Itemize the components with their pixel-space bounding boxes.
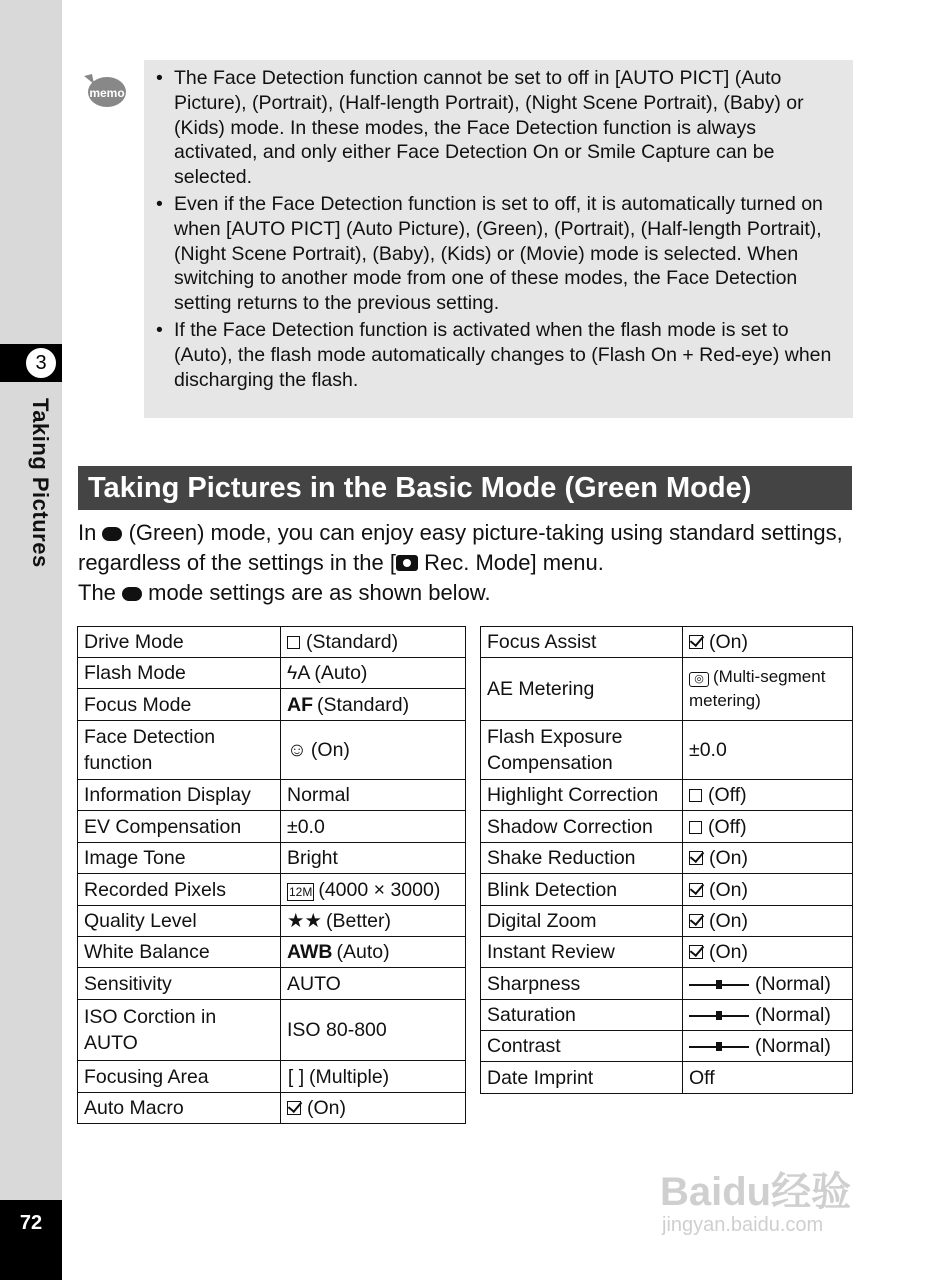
table-row — [78, 1000, 466, 1061]
setting-name: ISO Corction in AUTO — [78, 1000, 281, 1061]
focus-area-icon: [ ] — [287, 1065, 305, 1088]
memo-box — [144, 60, 853, 418]
setting-value: AF (Standard) — [281, 689, 466, 721]
setting-name: Focus Assist — [481, 627, 683, 658]
table-row — [481, 1062, 853, 1094]
setting-name: EV Compensation — [78, 811, 281, 843]
table-row — [78, 627, 466, 658]
green-mode-icon — [102, 527, 122, 541]
setting-value: (Off) — [683, 780, 853, 811]
af-icon: AF — [287, 693, 313, 716]
level-slider-icon — [689, 1009, 749, 1021]
table-row — [481, 1031, 853, 1062]
setting-value: ☺ (On) — [281, 721, 466, 780]
setting-name: Drive Mode — [78, 627, 281, 658]
setting-value: (Normal) — [683, 1000, 853, 1031]
watermark-url: jingyan.baidu.com — [662, 1214, 824, 1236]
setting-value: (Normal) — [683, 1031, 853, 1062]
setting-value: (On) — [683, 627, 853, 658]
memo-item-text: The Face Detection function cannot be set to off in [AUTO PICT] (Auto Picture), (Portrait), (Half-length Portrait), (Night Scene Portrait), (Baby) or (Kids) mode. In these modes, the Face Detection function is always activated, and only either Face Detection On or Smile Capture can be selected. — [174, 67, 804, 189]
table-row — [78, 811, 466, 843]
setting-name: Recorded Pixels — [78, 874, 281, 906]
watermark-logo: Baidu经验 — [660, 1170, 852, 1214]
setting-value: Bright — [281, 843, 466, 874]
table-row — [481, 1000, 853, 1031]
table-row — [481, 968, 853, 1000]
table-row — [78, 721, 466, 780]
memo-item: • The Face Detection function cannot be set to off in [AUTO PICT] (Auto Picture), (Portrait), (Half-length Portrait), (Night Scene Portrait), (Baby) or (Kids) mode. In these modes, the Face Detection function is always activated, and only either Face Detection On or Smile Capture can be selected. — [156, 67, 804, 189]
table-row — [78, 843, 466, 874]
memo-icon — [82, 70, 128, 110]
settings-table-right — [480, 626, 853, 1094]
table-row — [481, 811, 853, 843]
checkbox-on-icon — [689, 851, 703, 865]
table-row — [481, 658, 853, 721]
sidebar-strip — [0, 0, 62, 1280]
section-heading: Taking Pictures in the Basic Mode (Green Mode) — [78, 466, 852, 510]
setting-name: Digital Zoom — [481, 906, 683, 937]
memo-icon-label: memo — [89, 86, 125, 100]
intro-paragraph: In (Green) mode, you can enjoy easy picture-taking using standard settings, regardless of the settings in the [ Rec. Mode] menu. The mode settings are as shown below. — [78, 520, 843, 605]
page-number: 72 — [19, 1212, 43, 1234]
setting-name: Date Imprint — [481, 1062, 683, 1094]
setting-name: Image Tone — [78, 843, 281, 874]
table-row — [481, 843, 853, 874]
table-row — [78, 968, 466, 1000]
setting-value: (On) — [683, 843, 853, 874]
flash-auto-icon: ϟA — [287, 662, 311, 684]
setting-value: ◎ (Multi-segment metering) — [683, 658, 853, 721]
setting-name: Shadow Correction — [481, 811, 683, 843]
awb-icon: AWB — [287, 941, 333, 963]
table-row — [78, 937, 466, 968]
table-row — [481, 780, 853, 811]
checkbox-on-icon — [287, 1101, 301, 1115]
settings-table-left — [77, 626, 466, 1124]
setting-value: (Off) — [683, 811, 853, 843]
setting-name: Instant Review — [481, 937, 683, 968]
setting-name: Shake Reduction — [481, 843, 683, 874]
setting-value: (On) — [683, 937, 853, 968]
table-row — [481, 627, 853, 658]
setting-value: 12M (4000 × 3000) — [281, 874, 466, 906]
setting-value: AWB (Auto) — [281, 937, 466, 968]
setting-name: White Balance — [78, 937, 281, 968]
memo-item-text: If the Face Detection function is activated when the flash mode is set to (Auto), the flash mode automatically changes to (Flash On + Red-eye) when discharging the flash. — [174, 318, 832, 391]
setting-value: AUTO — [281, 968, 466, 1000]
setting-name: Contrast — [481, 1031, 683, 1062]
table-row — [481, 874, 853, 906]
multi-segment-metering-icon: ◎ — [689, 672, 709, 687]
single-frame-icon — [287, 636, 300, 649]
setting-value: (On) — [281, 1093, 466, 1124]
setting-name: Face Detection function — [78, 721, 281, 780]
chapter-title: Taking Pictures — [28, 398, 53, 568]
camera-icon — [396, 555, 418, 571]
setting-name: Blink Detection — [481, 874, 683, 906]
quality-stars-icon: ★★ — [287, 910, 322, 932]
setting-value: Normal — [281, 780, 466, 811]
setting-name: AE Metering — [481, 658, 683, 721]
setting-value: ϟA (Auto) — [281, 658, 466, 689]
setting-value: (On) — [683, 906, 853, 937]
checkbox-on-icon — [689, 945, 703, 959]
table-row — [78, 1093, 466, 1124]
setting-name: Highlight Correction — [481, 780, 683, 811]
setting-value: [ ] (Multiple) — [281, 1061, 466, 1093]
setting-name: Sensitivity — [78, 968, 281, 1000]
table-row — [481, 937, 853, 968]
memo-item: • If the Face Detection function is activated when the flash mode is set to (Auto), the flash mode automatically changes to (Flash On + Red-eye) when discharging the flash. — [156, 318, 832, 391]
setting-name: Focus Mode — [78, 689, 281, 721]
table-row — [481, 906, 853, 937]
pixels-icon: 12M — [289, 884, 313, 899]
table-row — [78, 658, 466, 689]
setting-value: (Normal) — [683, 968, 853, 1000]
table-row — [78, 906, 466, 937]
setting-name: Flash Mode — [78, 658, 281, 689]
setting-value: (Standard) — [281, 627, 466, 658]
table-row — [78, 780, 466, 811]
checkbox-on-icon — [689, 914, 703, 928]
green-mode-icon — [122, 587, 142, 601]
table-row — [78, 874, 466, 906]
table-row — [481, 721, 853, 780]
table-row — [78, 1061, 466, 1093]
table-row — [78, 689, 466, 721]
level-slider-icon — [689, 1040, 749, 1052]
setting-name: Quality Level — [78, 906, 281, 937]
level-slider-icon — [689, 978, 749, 990]
face-detection-icon: ☺ — [287, 739, 307, 761]
checkbox-on-icon — [689, 635, 703, 649]
setting-name: Focusing Area — [78, 1061, 281, 1093]
setting-value: Off — [683, 1062, 853, 1094]
setting-value: ±0.0 — [281, 811, 466, 843]
memo-item-text: Even if the Face Detection function is set to off, it is automatically turned on when [AUTO PICT] (Auto Picture), (Green), (Portrait), (Half-length Portrait), (Night Scene Portrait), (Baby), (Kids) or (Movie) mode is selected. When switching to another mode from one of these modes, the Face Detection setting returns to the previous setting. — [174, 192, 823, 315]
memo-item: • Even if the Face Detection function is set to off, it is automatically turned on when [AUTO PICT] (Auto Picture), (Green), (Portrait), (Half-length Portrait), (Night Scene Portrait), (Baby), (Kids) or (Movie) mode is selected. When switching to another mode from one of these modes, the Face Detection setting returns to the previous setting. — [156, 192, 823, 315]
setting-value: ±0.0 — [683, 721, 853, 780]
checkbox-off-icon — [689, 789, 702, 802]
checkbox-off-icon — [689, 821, 702, 834]
setting-name: Information Display — [78, 780, 281, 811]
checkbox-on-icon — [689, 883, 703, 897]
chapter-number: 3 — [24, 346, 58, 380]
setting-value: ★★ (Better) — [281, 906, 466, 937]
setting-name: Sharpness — [481, 968, 683, 1000]
setting-name: Saturation — [481, 1000, 683, 1031]
setting-name: Flash Exposure Compensation — [481, 721, 683, 780]
setting-value: ISO 80-800 — [281, 1000, 466, 1061]
setting-name: Auto Macro — [78, 1093, 281, 1124]
setting-value: (On) — [683, 874, 853, 906]
